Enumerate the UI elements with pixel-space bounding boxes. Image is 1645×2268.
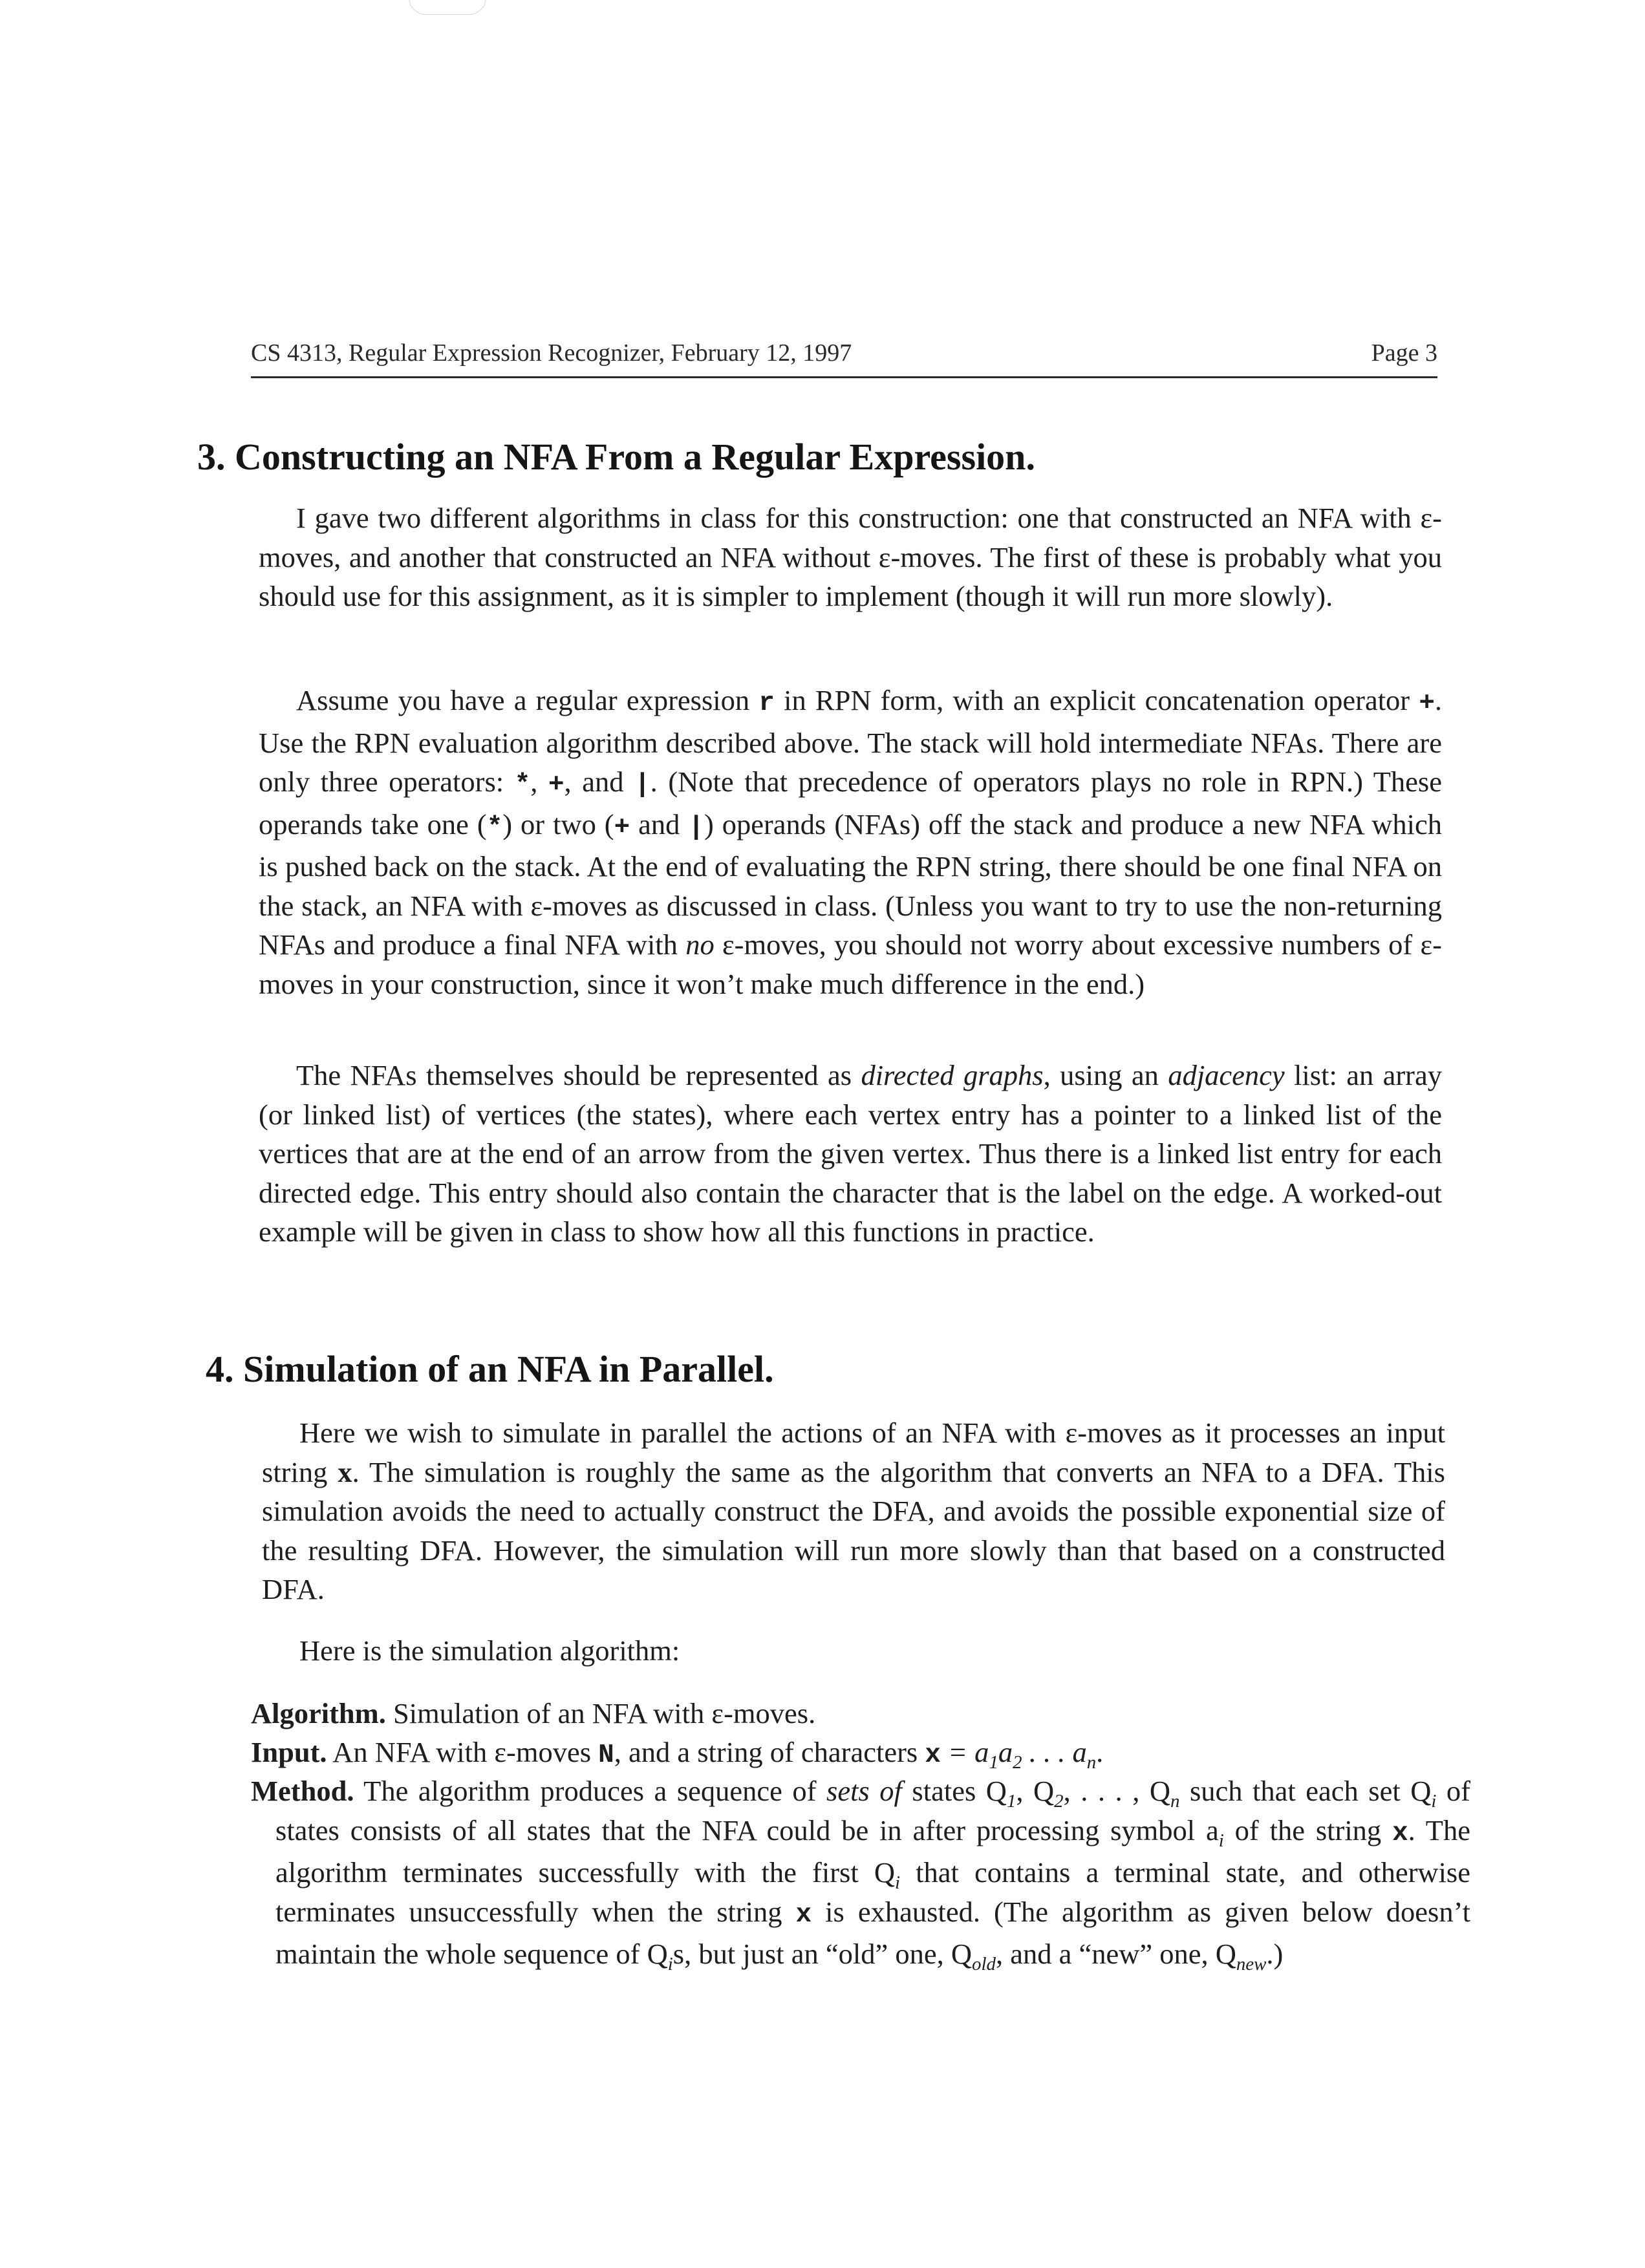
star-operator: * [486, 812, 503, 842]
header-rule [251, 376, 1437, 378]
math: . . . a [1022, 1736, 1087, 1768]
section-4-paragraph-2: Here is the simulation algorithm: [299, 1634, 680, 1667]
method-label: Method. [251, 1775, 354, 1807]
emphasis: no [685, 928, 715, 961]
text: of states consists of all states that the NFA could be in after processing symbol a [275, 1775, 1470, 1846]
text: in RPN form, with an explicit concatenation operator [774, 684, 1419, 716]
input-string-variable: x [795, 1899, 812, 1930]
subscript: 1 [989, 1751, 998, 1773]
section-4-paragraph-1 [262, 1413, 1445, 1609]
text: , [530, 765, 548, 798]
subscript: 2 [1054, 1790, 1064, 1812]
text: of the string [1223, 1813, 1393, 1846]
section-3-paragraph-3 [259, 1056, 1442, 1252]
subscript: i [895, 1872, 901, 1893]
concat-operator: + [1419, 689, 1435, 718]
input-string-variable: x [338, 1455, 352, 1488]
regex-variable: r [758, 689, 775, 718]
section-3-paragraph-1: I gave two different algorithms in class for this construction: one that constructed an NFA with ε-moves, and another that constructed an NFA without ε-moves. The first of these is probably what you should use for this assignment, as it is simpler to implement (though it will run more slowly). [259, 502, 1442, 612]
page-number: Page 3 [1371, 339, 1437, 367]
text: , and a “new” one, Q [995, 1938, 1236, 1970]
section-3-paragraph-2 [259, 681, 1442, 1003]
emphasis: sets of [826, 1775, 902, 1807]
concat-operator: + [614, 812, 630, 842]
subscript: i [667, 1953, 673, 1974]
math: = a [940, 1736, 989, 1768]
subscript: i [1431, 1790, 1437, 1812]
section-4-title: 4. Simulation of an NFA in Parallel. [206, 1348, 774, 1390]
text: Here we wish to simulate in parallel the actions of an NFA with ε-moves as it processes an input string [262, 1417, 1445, 1488]
method-paragraph [251, 1771, 1470, 1974]
algorithm-label: Algorithm. [251, 1697, 386, 1729]
text: ) operands (NFAs) off the stack and produce a new NFA which is pushed back on the stack. At the end of evaluating the RPN string, there should be one final NFA on the stack, an NFA with ε-moves as discussed in class. (Unless you want to try to use the non-returning NFAs and produce a final NFA with [259, 808, 1442, 961]
concat-operator: + [548, 770, 564, 800]
text: , Q [1016, 1775, 1055, 1807]
input-string-variable: x [925, 1740, 941, 1770]
text: . (Note that precedence of operators plays no role in RPN.) These operands take one ( [259, 765, 1443, 840]
text: and [630, 808, 689, 840]
alternation-operator: | [634, 770, 650, 800]
text: list: an array (or linked list) of vertices (the states), where each vertex entry has a pointer to a linked list of the vertices that are at the end of an arrow from the given vertex. Thus there is a linked list entry for each directed edge. This entry should also contain the character that is the label on the edge. A worked-out example will be given in class to show how all this functions in practice. [259, 1059, 1442, 1248]
text: states Q [901, 1775, 1007, 1807]
section-3-title: 3. Constructing an NFA From a Regular Expression. [197, 436, 1035, 478]
text: s, but just an “old” one, Q [672, 1938, 972, 1970]
math: a [998, 1736, 1013, 1768]
text: . Use the RPN evaluation algorithm described above. The stack will hold intermediate NFAs. There are only three operators: [259, 684, 1442, 798]
text: ε-moves, you should not worry about excessive numbers of ε-moves in your construction, since it won’t make much difference in the end.) [259, 928, 1442, 1000]
star-operator: * [514, 770, 531, 800]
text: An NFA with ε-moves [327, 1736, 599, 1768]
text: The algorithm produces a sequence of [354, 1775, 826, 1807]
input-label: Input. [251, 1736, 327, 1768]
scan-artifact [409, 0, 486, 15]
text: ) or two ( [502, 808, 614, 840]
nfa-variable: N [598, 1740, 614, 1770]
header-title: CS 4313, Regular Expression Recognizer, February 12, 1997 [251, 339, 852, 367]
subscript: old [972, 1953, 996, 1974]
text: Simulation of an NFA with ε-moves. [385, 1697, 816, 1729]
text: The NFAs themselves should be represented as [296, 1059, 861, 1091]
emphasis: adjacency [1168, 1059, 1285, 1091]
input-line [251, 1733, 1446, 1775]
algorithm-line [251, 1694, 1446, 1733]
text: , using an [1043, 1059, 1168, 1091]
subscript: i [1218, 1830, 1224, 1851]
subscript: 2 [1013, 1751, 1022, 1773]
text: such that each set Q [1179, 1775, 1432, 1807]
text: . [1096, 1736, 1104, 1768]
text: . The algorithm terminates successfully with the first Q [275, 1813, 1470, 1888]
emphasis: directed graphs [861, 1059, 1044, 1091]
text: , and [564, 765, 635, 798]
alternation-operator: | [688, 812, 704, 842]
subscript: n [1170, 1790, 1180, 1812]
running-header [251, 337, 1437, 369]
input-string-variable: x [1392, 1818, 1408, 1848]
subscript: 1 [1006, 1790, 1016, 1812]
text: Assume you have a regular expression [296, 684, 759, 716]
text: . The simulation is roughly the same as the algorithm that converts an NFA to a DFA. This simulation avoids the need to actually construct the DFA, and avoids the possible exponential size of the resulting DFA. However, the simulation will run more slowly than that based on a constructed DFA. [262, 1455, 1445, 1605]
text: that contains a terminal state, and otherwise terminates unsuccessfully when the string [275, 1856, 1471, 1928]
text: is exhausted. (The algorithm as given below doesn’t maintain the whole sequence of Q [275, 1895, 1470, 1970]
subscript: new [1236, 1953, 1267, 1974]
text: , . . . , Q [1063, 1775, 1170, 1807]
subscript: n [1086, 1751, 1097, 1773]
text: , and a string of characters [614, 1736, 925, 1768]
text: .) [1266, 1938, 1284, 1970]
